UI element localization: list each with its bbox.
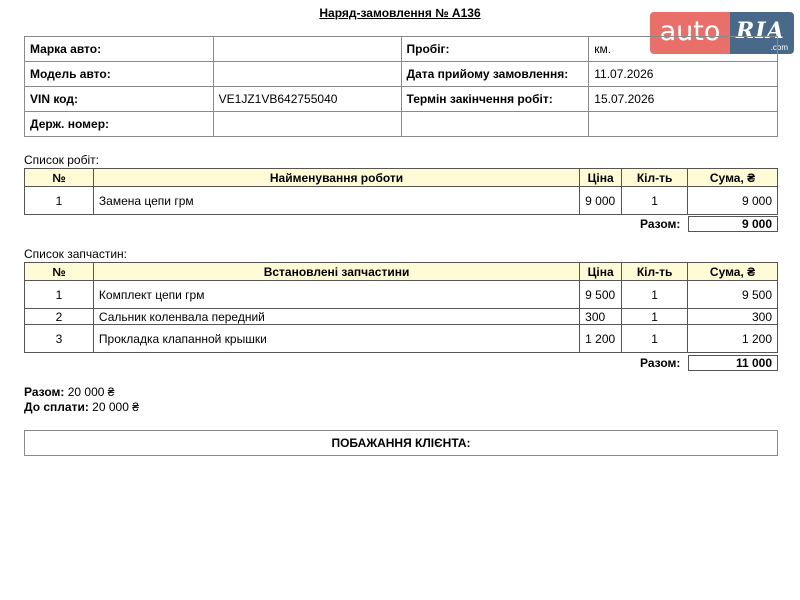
row-sum: 9 000 xyxy=(688,187,778,215)
plate-value xyxy=(213,112,401,137)
grand-total-value: 20 000 ₴ xyxy=(67,385,115,399)
table-row xyxy=(25,309,778,325)
grand-total-label: Разом: xyxy=(24,385,65,399)
table-row xyxy=(25,325,778,353)
row-number: 1 xyxy=(25,187,94,215)
accept-date-value: 11.07.2026 xyxy=(589,62,778,87)
row-price: 9 500 xyxy=(580,281,622,309)
col-name-header: Встановлені запчастини xyxy=(93,263,579,281)
mileage-value: км. xyxy=(589,37,778,62)
parts-total-label: Разом: xyxy=(640,356,681,370)
col-qty-header: Кіл-ть xyxy=(622,169,688,187)
plate-label: Держ. номер: xyxy=(25,112,214,137)
end-date-label: Термін закінчення робіт: xyxy=(401,87,589,112)
row-number: 2 xyxy=(25,309,94,325)
table-row xyxy=(25,187,778,215)
row-price: 9 000 xyxy=(580,187,622,215)
col-number-header: № xyxy=(25,263,94,281)
row-number: 3 xyxy=(25,325,94,353)
row-sum: 1 200 xyxy=(688,325,778,353)
to-pay-value: 20 000 ₴ xyxy=(92,400,139,414)
col-price-header: Ціна xyxy=(580,169,622,187)
col-sum-header: Сума, ₴ xyxy=(688,169,778,187)
empty-cell xyxy=(401,112,589,137)
row-qty: 1 xyxy=(622,309,688,325)
row-qty: 1 xyxy=(622,325,688,353)
row-price: 300 xyxy=(580,309,622,325)
col-sum-header: Сума, ₴ xyxy=(688,263,778,281)
customer-wishes-box: ПОБАЖАННЯ КЛІЄНТА: xyxy=(24,430,778,456)
to-pay-label: До сплати: xyxy=(24,400,89,414)
logo-ria-text: RIA xyxy=(736,18,785,44)
works-table xyxy=(24,168,778,215)
col-number-header: № xyxy=(25,169,94,187)
document-title: Наряд-замовлення № А136 xyxy=(319,6,481,20)
mileage-label: Пробіг: xyxy=(401,37,589,62)
info-row xyxy=(25,87,778,112)
row-qty: 1 xyxy=(622,187,688,215)
row-name: Замена цепи грм xyxy=(93,187,579,215)
logo-ria-com: .com xyxy=(770,43,788,52)
col-name-header: Найменування роботи xyxy=(93,169,579,187)
vin-label: VIN код: xyxy=(25,87,214,112)
to-pay-line xyxy=(24,400,139,415)
parts-table xyxy=(24,262,778,353)
row-sum: 300 xyxy=(688,309,778,325)
works-total-label: Разом: xyxy=(640,217,681,231)
model-value xyxy=(213,62,401,87)
parts-total-value: 11 000 xyxy=(688,355,778,371)
info-row xyxy=(25,112,778,137)
row-name: Комплект цепи грм xyxy=(93,281,579,309)
empty-cell xyxy=(589,112,778,137)
row-price: 1 200 xyxy=(580,325,622,353)
end-date-value: 15.07.2026 xyxy=(589,87,778,112)
row-sum: 9 500 xyxy=(688,281,778,309)
vin-value: VE1JZ1VB642755040 xyxy=(213,87,401,112)
brand-value xyxy=(213,37,401,62)
grand-total-line xyxy=(24,385,139,400)
table-row xyxy=(25,281,778,309)
row-name: Прокладка клапанной крышки xyxy=(93,325,579,353)
works-section-label: Список робіт: xyxy=(24,153,99,167)
info-row xyxy=(25,37,778,62)
works-header-row xyxy=(25,169,778,187)
parts-header-row xyxy=(25,263,778,281)
row-number: 1 xyxy=(25,281,94,309)
info-row xyxy=(25,62,778,87)
brand-label: Марка авто: xyxy=(25,37,214,62)
col-price-header: Ціна xyxy=(580,263,622,281)
row-qty: 1 xyxy=(622,281,688,309)
logo-auto-part: auto xyxy=(650,12,730,54)
parts-section-label: Список запчастин: xyxy=(24,247,128,261)
vehicle-info-table xyxy=(24,36,778,137)
grand-totals xyxy=(24,385,139,415)
works-total-value: 9 000 xyxy=(688,216,778,232)
col-qty-header: Кіл-ть xyxy=(622,263,688,281)
row-name: Сальник коленвала передний xyxy=(93,309,579,325)
accept-date-label: Дата прийому замовлення: xyxy=(401,62,589,87)
model-label: Модель авто: xyxy=(25,62,214,87)
